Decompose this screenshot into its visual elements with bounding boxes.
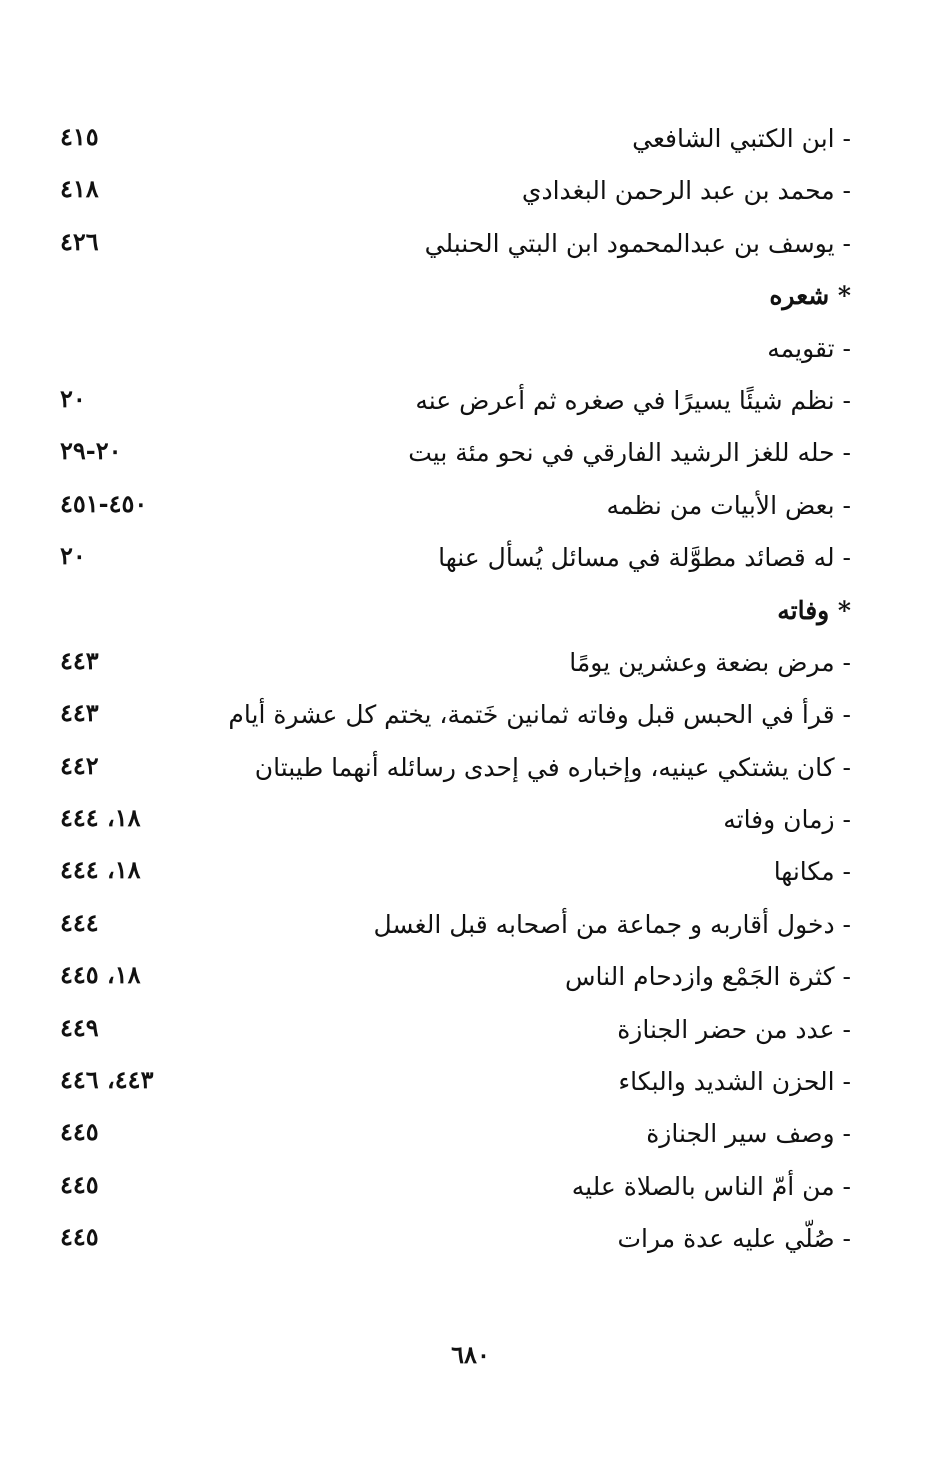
page-reference: ٤٥٠-٤٥١ [60, 488, 148, 518]
index-entry [0, 1160, 941, 1212]
page-reference: ٤٤٥ [60, 1117, 99, 1147]
entry-text: - محمد بن عبد الرحمن البغدادي [521, 176, 851, 206]
section-heading [0, 269, 941, 321]
index-entry [0, 1107, 941, 1159]
page-reference: ٢٠-٢٩ [60, 436, 122, 466]
entry-text: - وصف سير الجنازة [646, 1119, 851, 1149]
index-entry [0, 374, 941, 426]
entry-text: - ابن الكتبي الشافعي [632, 124, 851, 153]
index-entry [0, 164, 941, 216]
index-entry [0, 898, 941, 950]
entry-text: - دخول أقاربه و جماعة من أصحابه قبل الغسل [373, 909, 851, 939]
entry-text: - كان يشتكي عينيه، وإخباره في إحدى رسائله أنهما طيبتان [254, 752, 851, 782]
page-reference: ٤٤٣ [60, 645, 99, 675]
entry-text: - مكانها [773, 857, 851, 887]
index-entry [0, 531, 941, 583]
entry-text: - نظم شيئًا يسيرًا في صغره ثم أعرض عنه [415, 385, 851, 415]
index-entries [0, 112, 941, 1265]
entry-text: - قرأ في الحبس قبل وفاته ثمانين خَتمة، يختم كل عشرة أيام [228, 700, 851, 730]
entry-text: - يوسف بن عبدالمحمود ابن البتي الحنبلي [424, 228, 851, 258]
index-entry [0, 845, 941, 897]
index-entry [0, 688, 941, 740]
entry-text: - كثرة الجَمْع وازدحام الناس [564, 962, 851, 992]
index-entry [0, 479, 941, 531]
index-entry [0, 1003, 941, 1055]
page-reference: ٤٢٦ [60, 226, 99, 256]
entry-text: - مرض بضعة وعشرين يومًا [569, 647, 851, 677]
entry-text: - صُلّي عليه عدة مرات [617, 1224, 851, 1254]
page-reference: ٤١٥ [60, 122, 99, 151]
index-entry [0, 1212, 941, 1264]
page-reference: ١٨، ٤٤٤ [60, 855, 141, 885]
page-reference: ٤٤٤ [60, 907, 99, 937]
entry-text: - بعض الأبيات من نظمه [606, 490, 851, 520]
page-reference: ٤٤٩ [60, 1012, 99, 1042]
entry-text: - الحزن الشديد والبكاء [618, 1067, 851, 1097]
section-heading [0, 584, 941, 636]
page-reference: ١٨، ٤٤٥ [60, 960, 141, 990]
page-reference: ٤٤٣ [60, 698, 99, 728]
section-heading-text: * شعره [769, 281, 851, 311]
index-entry [0, 636, 941, 688]
index-entry [0, 112, 941, 164]
index-entry [0, 322, 941, 374]
index-entry [0, 793, 941, 845]
index-entry [0, 426, 941, 478]
index-entry [0, 1055, 941, 1107]
page-reference: ٤٤٥ [60, 1222, 99, 1252]
page-reference: ٤٤٢ [60, 750, 99, 780]
page-reference: ٤١٨ [60, 174, 99, 204]
index-entry [0, 741, 941, 793]
page-number: ٦٨٠ [451, 1340, 490, 1369]
entry-text: - عدد من حضر الجنازة [617, 1014, 851, 1044]
page-reference: ٤٤٥ [60, 1169, 99, 1199]
entry-text: - تقويمه [767, 333, 851, 363]
entry-text: - من أمّ الناس بالصلاة عليه [571, 1171, 851, 1201]
entry-text: - زمان وفاته [723, 805, 851, 835]
index-entry [0, 950, 941, 1002]
entry-text: - له قصائد مطوَّلة في مسائل يُسأل عنها [438, 543, 851, 573]
index-entry [0, 217, 941, 269]
page-reference: ٢٠ [60, 383, 86, 413]
page-reference: ٢٠ [60, 541, 86, 571]
page-reference: ٤٤٣، ٤٤٦ [60, 1065, 154, 1095]
page-reference: ١٨، ٤٤٤ [60, 803, 141, 833]
entry-text: - حله للغز الرشيد الفارقي في نحو مئة بيت [408, 438, 851, 468]
section-heading-text: * وفاته [777, 595, 851, 625]
